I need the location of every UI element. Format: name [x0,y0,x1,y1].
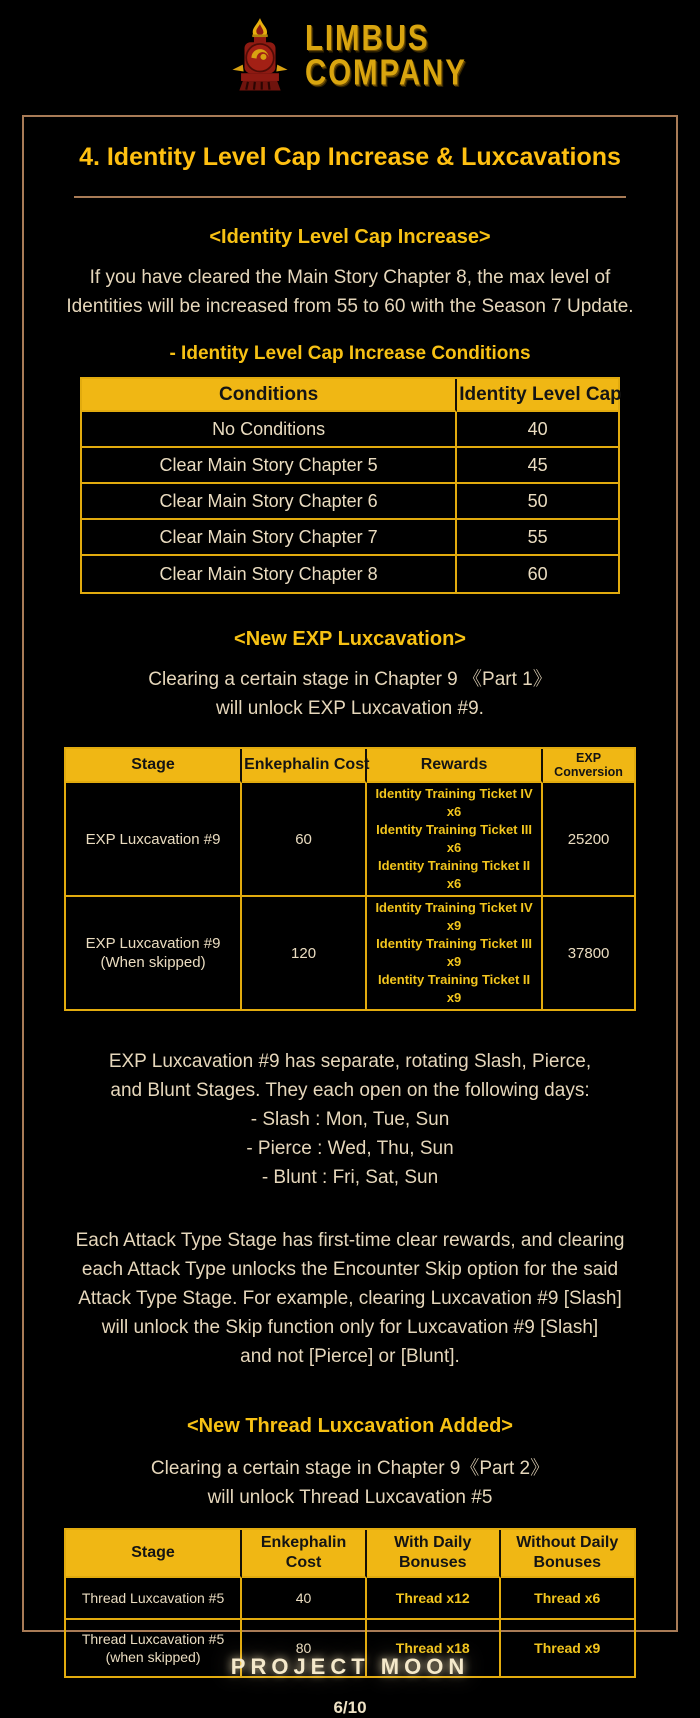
reward-line: Identity Training Ticket IV x9 [375,900,533,933]
identity-level-cap-table [80,377,620,594]
section-heading-thread-luxcavation: <New Thread Luxcavation Added> [186,1415,513,1437]
paragraph-line: will unlock the Skip function only for Luxcavation #9 [Slash] [101,1317,599,1338]
column-header-enkephalin-cost: Enkephalin Cost [242,749,367,783]
cost-cell: 80 [242,1620,367,1676]
project-moon-wordmark: PROJECT MOON [230,1654,470,1679]
level-cap-cell: 60 [527,563,548,584]
column-header-with-daily-bonuses: With Daily Bonuses [367,1530,500,1578]
wordmark-line-1: LIMBUS [305,18,430,58]
cost-cell: 40 [242,1578,367,1620]
condition-cell: No Conditions [82,412,457,448]
paragraph-line: and not [Pierce] or [Blunt]. [240,1346,460,1367]
page-title: 4. Identity Level Cap Increase & Luxcavations [79,143,621,171]
cost-cell: 60 [242,783,367,897]
paragraph-line: Clearing a certain stage in Chapter 9 《Part 1》 [148,669,552,690]
table-row [82,520,618,556]
stage-cell: EXP Luxcavation #9 [66,783,242,897]
encounter-skip-paragraph [24,1226,676,1371]
title-divider [74,196,626,198]
table-header-row [66,749,634,783]
limbus-bus-flame-icon [229,15,291,97]
stage-note: (When skipped) [100,954,206,971]
paragraph-line: EXP Luxcavation #9 has separate, rotating Slash, Pierce, [108,1051,592,1072]
limbus-company-logo [0,0,700,100]
level-cap-cell: 40 [457,412,618,448]
table-row [82,448,618,484]
condition-cell: Clear Main Story Chapter 7 [82,520,457,556]
slash-days-line: - Slash : Mon, Tue, Sun [250,1109,450,1130]
rewards-cell [367,897,543,1009]
table-row [82,484,618,520]
paragraph-line: Clearing a certain stage in Chapter 9《Part 2》 [150,1458,550,1479]
thread-unlock-paragraph [24,1454,676,1512]
stage-cell: Thread Luxcavation #5 [66,1578,242,1620]
stage-name: Thread Luxcavation #5 [81,1631,225,1647]
reward-line: Identity Training Ticket II x9 [377,972,531,1005]
exp-luxcavation-table [64,747,636,1011]
level-cap-cell: 50 [457,484,618,520]
limbus-company-wordmark [305,18,468,92]
wordmark-line-2: COMPANY [305,52,468,92]
reward-line: Identity Training Ticket II x6 [377,858,531,891]
with-bonus-cell: Thread x18 [367,1620,500,1676]
identity-cap-paragraph [24,263,676,321]
column-header-enkephalin-cost: Enkephalin Cost [242,1530,367,1578]
condition-cell: Clear Main Story Chapter 8 [82,556,457,592]
column-header-exp-conversion: EXP Conversion [543,749,634,783]
paragraph-line: If you have cleared the Main Story Chapter 8, the max level of [89,267,611,288]
table-header-row [82,379,618,412]
column-header-rewards: Rewards [367,749,543,783]
column-header-stage: Stage [66,749,242,783]
column-header-without-daily-bonuses: Without Daily Bonuses [501,1530,635,1578]
reward-line: Identity Training Ticket III x9 [376,936,532,969]
exp-conversion-cell: 25200 [543,783,634,897]
paragraph-line: and Blunt Stages. They each open on the following days: [110,1080,590,1101]
table-header-row [66,1530,634,1578]
exp-unlock-paragraph [24,665,676,723]
rewards-cell [367,783,543,897]
stage-cell [66,897,242,1009]
page-number: 6/10 [333,1698,367,1717]
reward-line: Identity Training Ticket IV x6 [375,786,533,819]
paragraph-line: Each Attack Type Stage has first-time clear rewards, and clearing [75,1230,625,1251]
exp-rotation-paragraph [24,1047,676,1192]
without-bonus-cell: Thread x6 [501,1578,635,1620]
table-row [66,897,634,1009]
column-header-level-cap: Identity Level Cap [457,379,618,412]
exp-conversion-cell: 37800 [567,944,610,962]
column-header-stage: Stage [66,1530,242,1578]
table-row [66,783,634,897]
stage-name: EXP Luxcavation #9 [85,935,221,952]
paragraph-line: Attack Type Stage. For example, clearing Luxcavation #9 [Slash] [78,1288,622,1309]
paragraph-line: will unlock Thread Luxcavation #5 [207,1487,493,1508]
condition-cell: Clear Main Story Chapter 5 [82,448,457,484]
level-cap-cell: 55 [457,520,618,556]
reward-line: Identity Training Ticket III x6 [376,822,532,855]
blunt-days-line: - Blunt : Fri, Sat, Sun [261,1167,439,1188]
paragraph-line: Identities will be increased from 55 to 60 with the Season 7 Update. [66,296,634,317]
section-heading-exp-luxcavation: <New EXP Luxcavation> [234,628,466,650]
level-cap-cell: 45 [457,448,618,484]
paragraph-line: will unlock EXP Luxcavation #9. [216,698,484,719]
table-row [82,556,618,592]
pierce-days-line: - Pierce : Wed, Thu, Sun [246,1138,454,1159]
without-bonus-cell: Thread x9 [534,1640,601,1656]
condition-cell: Clear Main Story Chapter 6 [82,484,457,520]
with-bonus-cell: Thread x12 [367,1578,500,1620]
table-row [82,412,618,448]
section-heading-identity-cap: <Identity Level Cap Increase> [209,226,491,248]
stage-note: (when skipped) [105,1649,201,1665]
conditions-table-caption: - Identity Level Cap Increase Conditions [169,343,531,364]
table-row [66,1578,634,1620]
paragraph-line: each Attack Type unlocks the Encounter Skip option for the said [81,1259,619,1280]
cost-cell: 120 [242,897,367,1009]
column-header-conditions: Conditions [82,379,457,412]
